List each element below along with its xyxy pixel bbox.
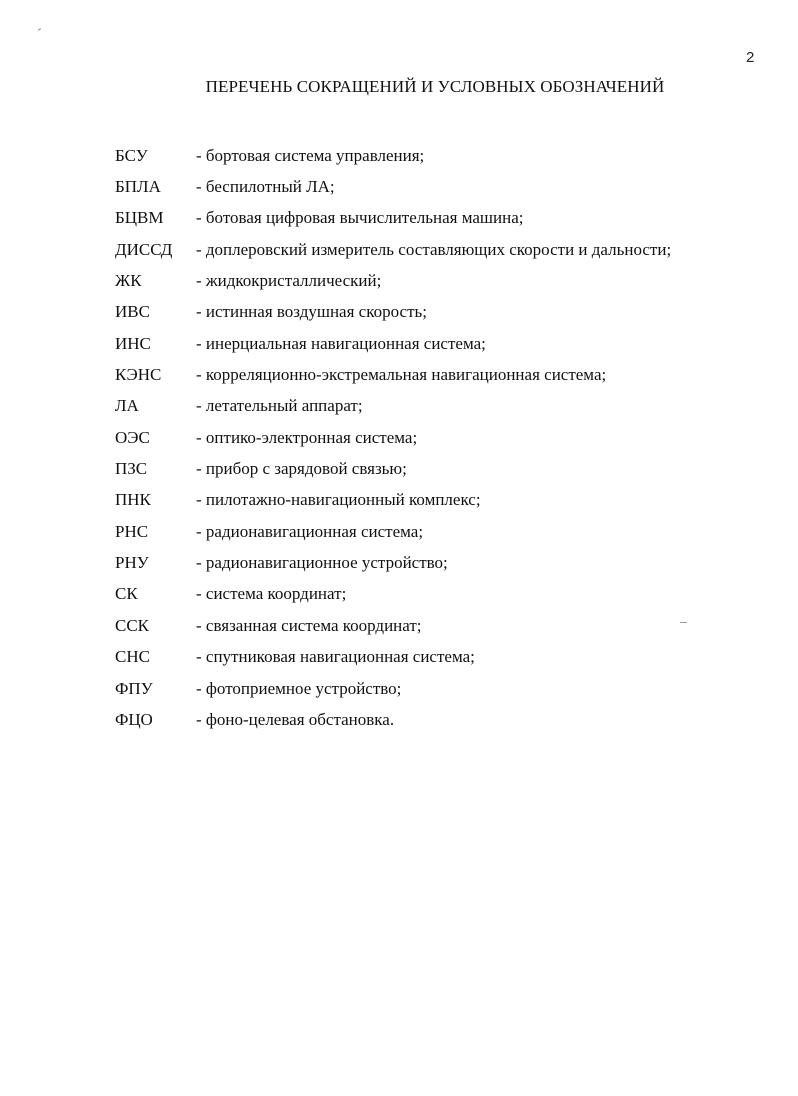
abbreviation-term: РНУ xyxy=(115,553,149,573)
abbreviation-row xyxy=(115,642,671,673)
abbreviation-row xyxy=(115,265,671,296)
abbreviation-definition: - жидкокристаллический; xyxy=(196,271,382,291)
abbreviation-definition: - ботовая цифровая вычислительная машина; xyxy=(196,208,524,228)
abbreviation-term: ОЭС xyxy=(115,427,150,447)
abbreviation-term: ПЗС xyxy=(115,459,148,479)
abbreviation-definition: - связанная система координат; xyxy=(196,615,422,635)
scan-mark xyxy=(680,622,687,623)
abbreviation-definition: - доплеровский измеритель составляющих скорости и дальности; xyxy=(196,239,672,259)
abbreviation-row xyxy=(115,171,671,202)
abbreviation-definition: - фотоприемное устройство; xyxy=(196,678,402,698)
abbreviation-term: ДИССД xyxy=(115,239,173,259)
abbreviation-row xyxy=(115,547,671,578)
abbreviation-row xyxy=(115,328,671,359)
abbreviation-row xyxy=(115,485,671,516)
abbreviation-definition: - радионавигационное устройство; xyxy=(196,553,448,573)
abbreviation-list xyxy=(115,140,671,736)
abbreviation-row xyxy=(115,579,671,610)
abbreviation-definition: - летательный аппарат; xyxy=(196,396,363,416)
abbreviation-row xyxy=(115,453,671,484)
abbreviation-term: ИНС xyxy=(115,333,151,353)
abbreviation-term: БСУ xyxy=(115,145,148,165)
page-title: ПЕРЕЧЕНЬ СОКРАЩЕНИЙ И УСЛОВНЫХ ОБОЗНАЧЕНИЙ xyxy=(205,77,665,96)
abbreviation-row xyxy=(115,359,671,390)
abbreviation-definition: - бортовая система управления; xyxy=(196,145,425,165)
abbreviation-term: ИВС xyxy=(115,302,150,322)
abbreviation-term: КЭНС xyxy=(115,365,162,385)
abbreviation-row xyxy=(115,203,671,234)
abbreviation-term: ЛА xyxy=(115,396,139,416)
abbreviation-row xyxy=(115,673,671,704)
abbreviation-term: БЦВМ xyxy=(115,208,164,228)
abbreviation-term: БПЛА xyxy=(115,177,161,197)
abbreviation-definition: - оптико-электронная система; xyxy=(196,427,418,447)
abbreviation-definition: - радионавигационная система; xyxy=(196,521,424,541)
abbreviation-definition: - система координат; xyxy=(196,584,347,604)
abbreviation-term: СНС xyxy=(115,647,150,667)
abbreviation-row xyxy=(115,391,671,422)
abbreviation-term: ЖК xyxy=(115,271,142,291)
abbreviation-definition: - фоно-целевая обстановка. xyxy=(196,709,395,729)
abbreviation-term: СК xyxy=(115,584,138,604)
abbreviation-definition: - истинная воздушная скорость; xyxy=(196,302,427,322)
abbreviation-row xyxy=(115,704,671,735)
abbreviation-term: ПНК xyxy=(115,490,151,510)
page-number: 2 xyxy=(746,49,755,66)
scan-speck xyxy=(38,28,41,31)
abbreviation-row xyxy=(115,140,671,171)
abbreviation-term: ФЦО xyxy=(115,709,153,729)
abbreviation-definition: - прибор с зарядовой связью; xyxy=(196,459,407,479)
abbreviation-definition: - инерциальная навигационная система; xyxy=(196,333,486,353)
abbreviation-row xyxy=(115,516,671,547)
abbreviation-row xyxy=(115,234,671,265)
abbreviation-definition: - корреляционно-экстремальная навигационная система; xyxy=(196,365,607,385)
abbreviation-row xyxy=(115,422,671,453)
abbreviation-term: ФПУ xyxy=(115,678,153,698)
abbreviation-row xyxy=(115,610,671,641)
abbreviation-definition: - пилотажно-навигационный комплекс; xyxy=(196,490,481,510)
abbreviation-term: ССК xyxy=(115,615,150,635)
abbreviation-row xyxy=(115,297,671,328)
abbreviation-definition: - спутниковая навигационная система; xyxy=(196,647,475,667)
abbreviation-term: РНС xyxy=(115,521,149,541)
abbreviation-definition: - беспилотный ЛА; xyxy=(196,177,335,197)
